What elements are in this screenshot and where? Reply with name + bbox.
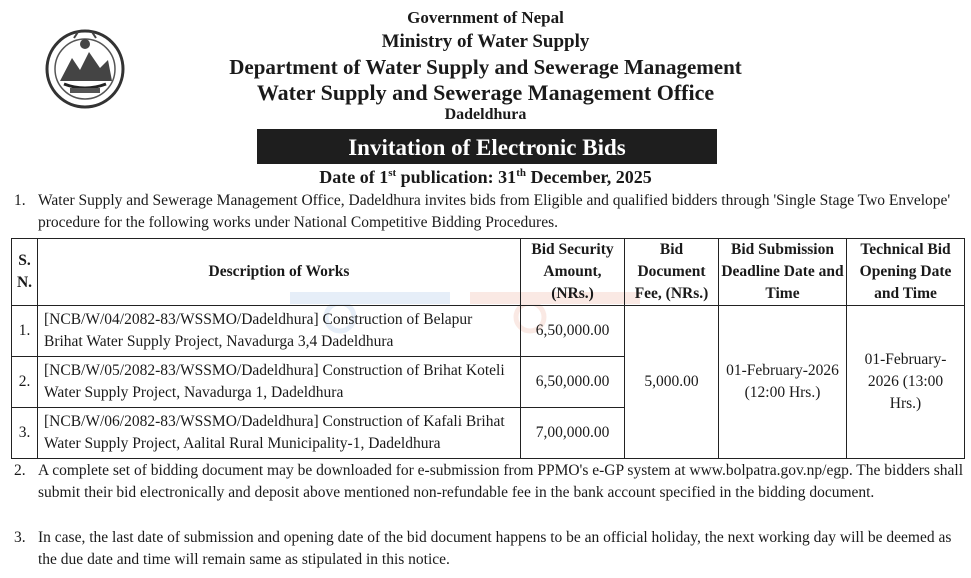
row-sn: 3. [12, 408, 38, 459]
row-amount: 6,50,000.00 [521, 357, 625, 408]
header-department: Department of Water Supply and Sewerage Management [229, 55, 742, 79]
submission-deadline-value: 01-February-2026 (12:00 Hrs.) [719, 306, 847, 459]
header-submission-deadline: Bid Submission Deadline Date and Time [719, 239, 847, 306]
header-doc-fee: Bid Document Fee, (NRs.) [625, 239, 719, 306]
header-office: Water Supply and Sewerage Management Office [256, 80, 715, 105]
table-row [12, 306, 965, 357]
publication-date: Date of 1st publication: 31th December, 2025 [319, 167, 652, 187]
row-sn: 1. [12, 306, 38, 357]
row-amount: 6,50,000.00 [521, 306, 625, 357]
paragraph-3: 3. In case, the last date of submission and opening date of the bid document happens to be an official holiday, the next working day will be deemed as the due date and time will remain same as stipulated in this notice. [14, 529, 952, 568]
row-amount: 7,00,000.00 [521, 408, 625, 459]
row-description: [NCB/W/05/2082-83/WSSMO/Dadeldhura] Construction of Brihat Koteli Water Supply Project, Navadurga 1, Dadeldhura [38, 357, 521, 408]
header-ministry: Ministry of Water Supply [381, 31, 590, 52]
header-bid-security: Bid Security Amount, (NRs.) [521, 239, 625, 306]
header-opening-date: Technical Bid Opening Date and Time [847, 239, 965, 306]
header-sn: S. N. [12, 239, 38, 306]
header-description: Description of Works [38, 239, 521, 306]
row-description: [NCB/W/06/2082-83/WSSMO/Dadeldhura] Construction of Kafali Brihat Water Supply Project, Aalital Rural Municipality-1, Dadeldhura [38, 408, 521, 459]
row-sn: 2. [12, 357, 38, 408]
opening-date-value: 01-February-2026 (13:00 Hrs.) [847, 306, 965, 459]
paragraph-2: 2. A complete set of bidding document may be downloaded for e-submission from PPMO's e-GP system at www.bolpatra.gov.np/egp. The bidders shall submit their bid electronically and deposit above mentioned non-refundable fee in the bank account specified in the bidding document. [14, 462, 964, 501]
notice-title-banner: Invitation of Electronic Bids [257, 129, 717, 164]
bids-table [11, 238, 965, 459]
row-description: [NCB/W/04/2082-83/WSSMO/Dadeldhura] Construction of Belapur Brihat Water Supply Project, Navadurga 3,4 Dadeldhura [38, 306, 521, 357]
doc-fee-value: 5,000.00 [625, 306, 719, 459]
paragraph-1: 1. Water Supply and Sewerage Management Office, Dadeldhura invites bids from Eligible and qualified bidders through 'Single Stage Two Envelope' procedure for the following works under National Competitive Bidding Procedures. [14, 192, 951, 231]
header-government: Government of Nepal [407, 8, 564, 27]
header-location: Dadeldhura [444, 106, 527, 123]
